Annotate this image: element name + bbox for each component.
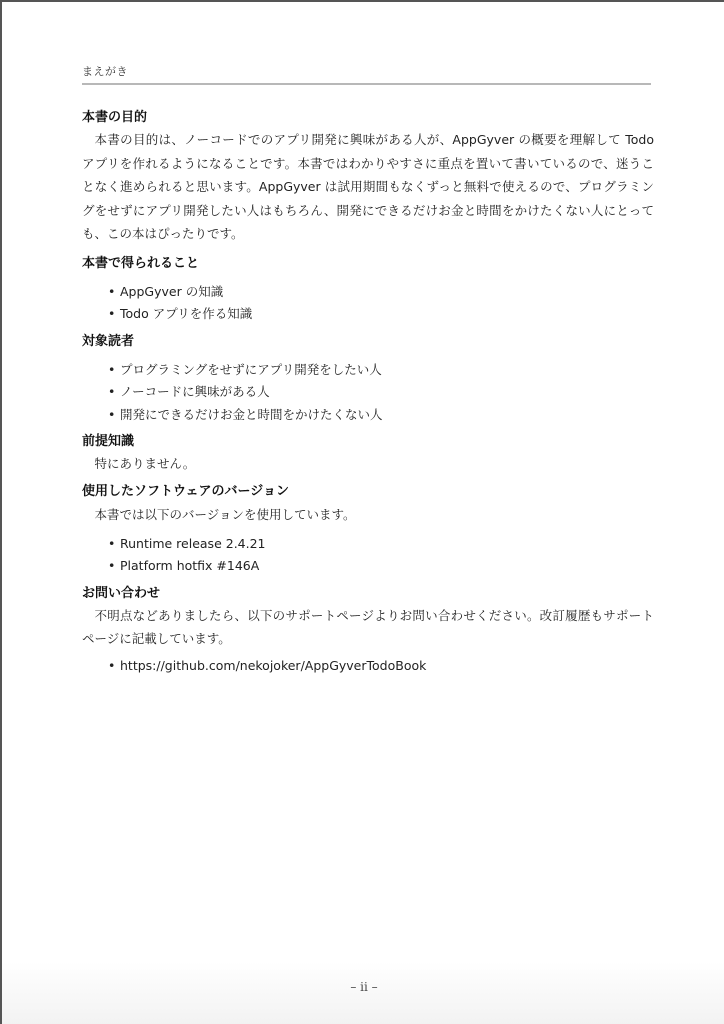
section-prerequisite bbox=[82, 432, 654, 476]
list-item: • 開発にできるだけお金と時間をかけたくない人 bbox=[108, 404, 654, 427]
section-paragraph: 特にありません。 bbox=[94, 456, 196, 472]
list-item: • ノーコードに興味がある人 bbox=[108, 381, 654, 404]
bullet-list bbox=[82, 533, 654, 578]
section-heading: お問い合わせ bbox=[82, 585, 161, 601]
bullet-list bbox=[82, 655, 654, 678]
section-heading: 前提知識 bbox=[82, 434, 135, 450]
support-link[interactable]: • https://github.com/nekojoker/AppGyverTodoBook bbox=[108, 655, 654, 678]
list-item: • Todo アプリを作る知識 bbox=[108, 303, 654, 326]
section-gain bbox=[82, 254, 654, 326]
section-heading: 対象読者 bbox=[82, 333, 135, 349]
section-paragraph: 本書では以下のバージョンを使用しています。 bbox=[94, 507, 356, 523]
page-content bbox=[82, 108, 654, 683]
running-header: まえがき bbox=[82, 63, 651, 85]
section-purpose bbox=[82, 108, 654, 246]
list-item: • Platform hotfix #146A bbox=[108, 555, 654, 578]
section-paragraph: 本書の目的は、ノーコードでのアプリ開発に興味がある人が、AppGyver の概要を理解して Todo アプリを作れるようになることです。本書ではわかりやすさに重点を置いて書いているので、迷うことなく進められると思います。AppGyver は試用期間もなくずっと無料で使えるので、プログラミングをせずにアプリ開発したい人はもちろん、開発にできるだけお金と時間をかけたくない人にとっても、この本はぴったりです。 bbox=[82, 132, 654, 242]
bullet-list bbox=[82, 359, 654, 427]
section-version bbox=[82, 482, 654, 578]
section-contact bbox=[82, 584, 654, 678]
bullet-list bbox=[82, 281, 654, 326]
list-item: • Runtime release 2.4.21 bbox=[108, 533, 654, 556]
section-audience bbox=[82, 332, 654, 427]
section-heading: 本書で得られること bbox=[82, 255, 200, 271]
list-item: • プログラミングをせずにアプリ開発をしたい人 bbox=[108, 359, 654, 382]
section-heading: 使用したソフトウェアのバージョン bbox=[82, 484, 289, 500]
list-item: • AppGyver の知識 bbox=[108, 281, 654, 304]
section-heading: 本書の目的 bbox=[82, 110, 148, 125]
section-paragraph: 不明点などありましたら、以下のサポートページよりお問い合わせください。改訂履歴もサポートページに記載しています。 bbox=[82, 607, 654, 647]
page-number: – ii – bbox=[350, 980, 378, 994]
